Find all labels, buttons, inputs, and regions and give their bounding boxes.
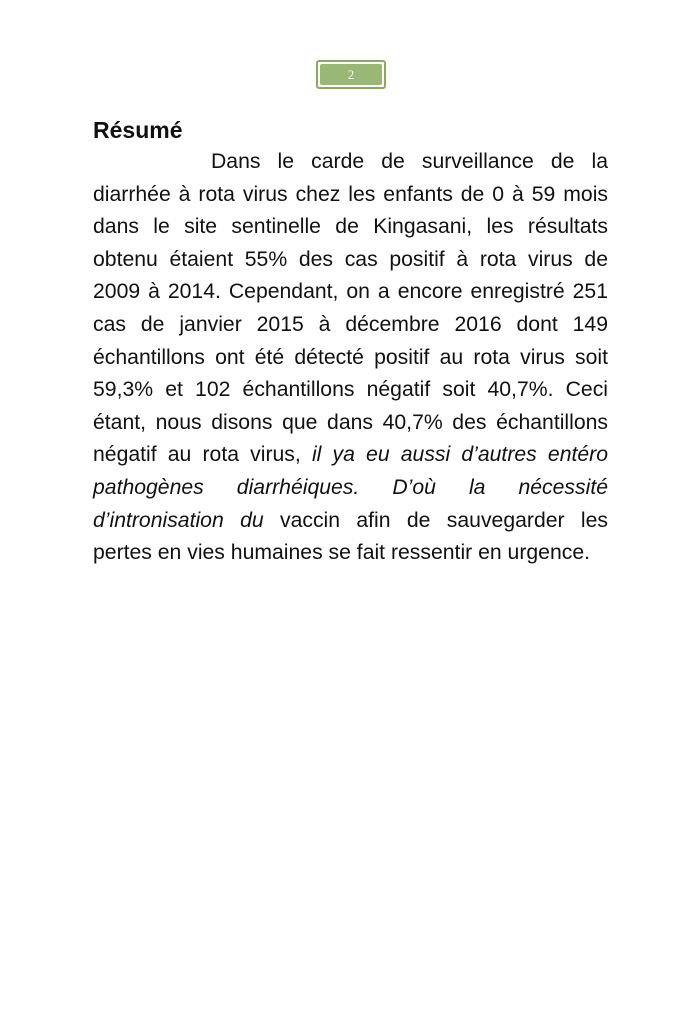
paragraph-text-end: vaccin afin de sauvegarder les pertes en vies humaines se fait ressentir en urgence. bbox=[93, 508, 608, 565]
page-number: 2 bbox=[320, 64, 382, 85]
paragraph-text-start: Dans le carde de surveillance de la diarrhée à rota virus chez les enfants de 0 à 59 mois dans le site sentinelle de Kingasani, les résultats obtenu étaient 55% des cas positif à rota virus de 2009 à 2014. Cependant, on a encore enregistré 251 cas de janvier 2015 à décembre 2016 dont 149 échantillons ont été détecté positif au rota virus soit 59,3% et 102 échantillons négatif soit 40,7%. Ceci étant, nous disons que dans 40,7% des échantillons négatif au rota virus, bbox=[93, 150, 608, 467]
paragraph-text-italic: il ya eu aussi d’autres entéro pathogènes diarrhéiques. D’où la nécessité d’intronisation du bbox=[93, 443, 608, 532]
abstract-paragraph bbox=[93, 146, 608, 570]
section-title: Résumé bbox=[93, 117, 183, 143]
page-number-badge bbox=[316, 60, 386, 89]
